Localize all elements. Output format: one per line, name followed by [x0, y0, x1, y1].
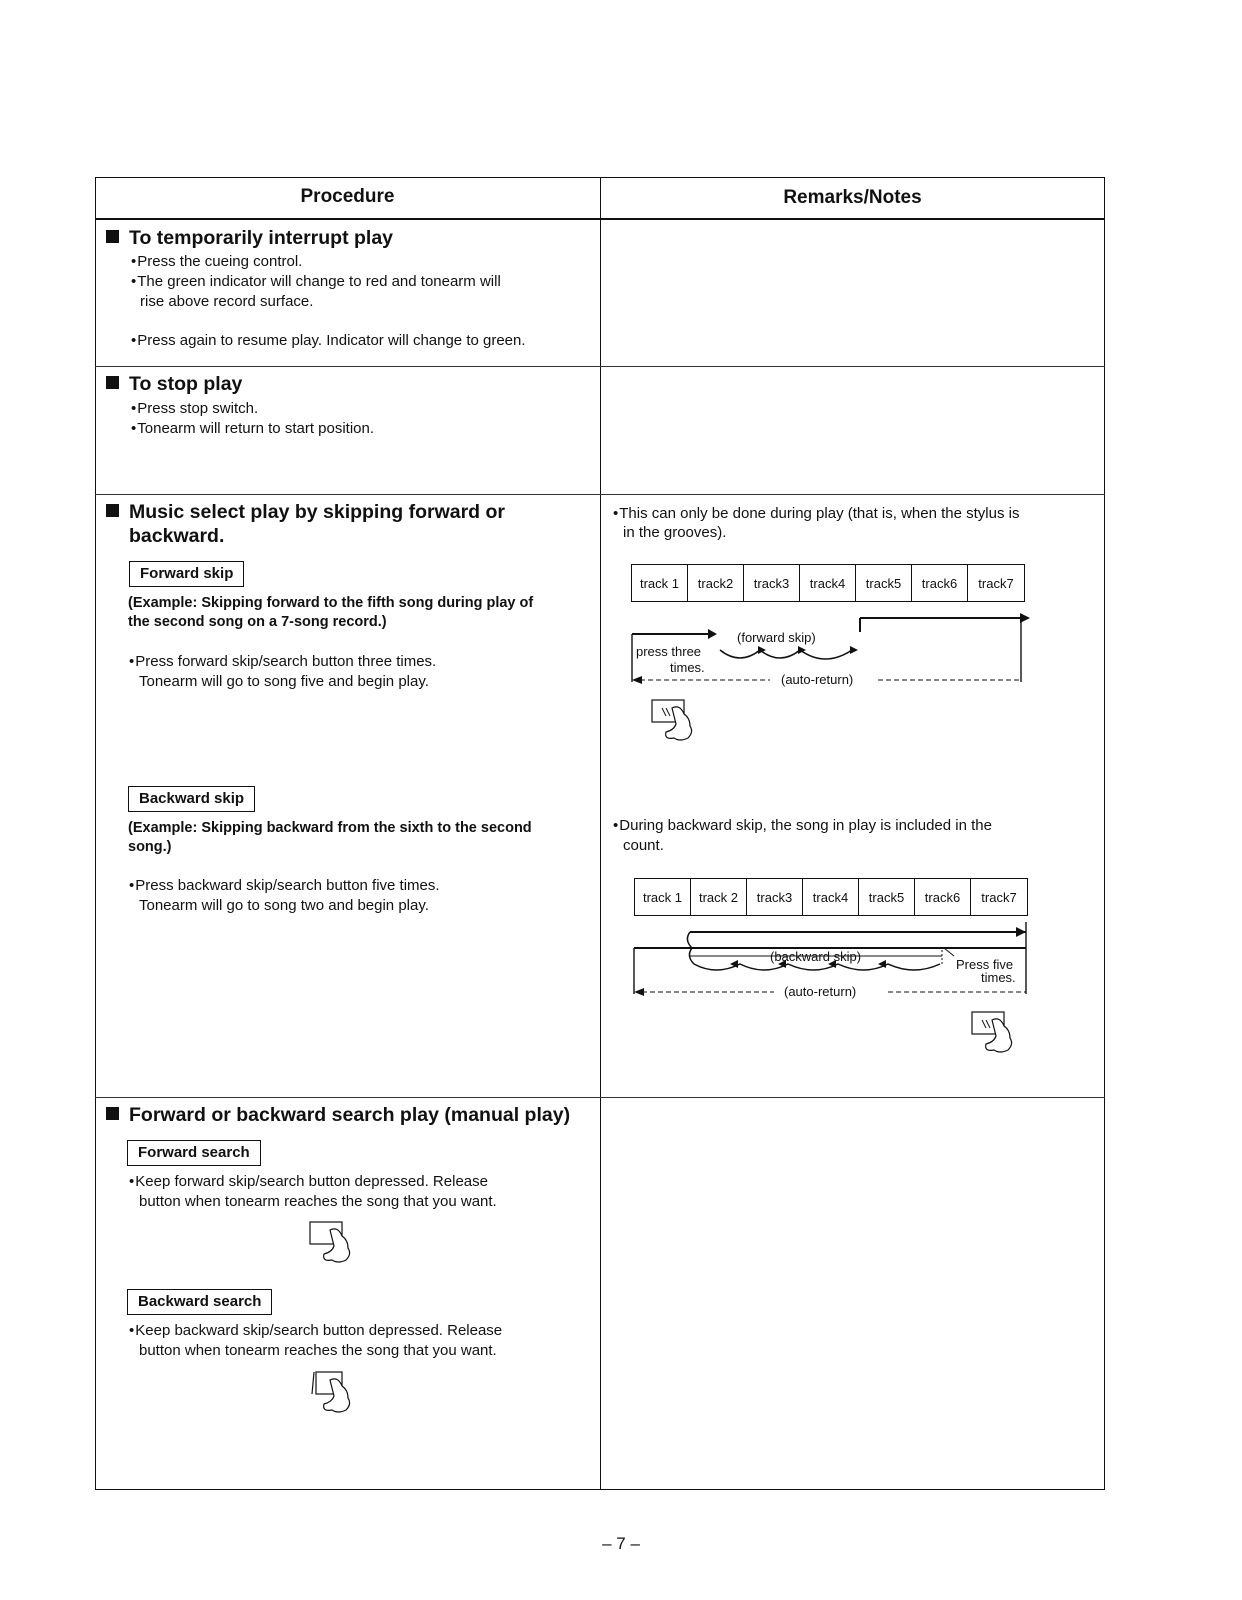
track-cell: track4: [803, 879, 859, 915]
square-bullet-icon: [106, 1107, 119, 1120]
header-divider: [95, 218, 1105, 220]
forward-skip-step: • Press forward skip/search button three times.: [129, 652, 436, 672]
stop-section-title: To stop play: [106, 372, 242, 396]
interrupt-section-title: To temporarily interrupt play: [106, 226, 393, 250]
backward-skip-caption: (backward skip): [770, 949, 862, 964]
page-number: – 7 –: [602, 1534, 640, 1553]
backward-skip-label: Backward skip: [128, 786, 255, 812]
square-bullet-icon: [106, 376, 119, 389]
backward-skip-remark: • During backward skip, the song in play is included in the: [613, 816, 992, 836]
square-bullet-icon: [106, 504, 119, 517]
press-five-caption: Press five: [956, 957, 1014, 972]
backward-skip-example: (Example: Skipping backward from the sixth to the second: [128, 820, 532, 836]
track-cell: track 2: [691, 879, 747, 915]
track-cell: track4: [800, 565, 856, 601]
hand-press-icon: [652, 700, 692, 740]
backward-skip-diagram: [624, 920, 1044, 1065]
track-cell: track6: [912, 565, 968, 601]
backward-track-strip: [634, 878, 1028, 916]
track-cell: track5: [856, 565, 912, 601]
column-divider: [600, 177, 601, 1490]
row-divider: [95, 1097, 1105, 1098]
times-caption: times.: [981, 970, 1016, 985]
auto-return-caption: (auto-return): [784, 984, 857, 999]
forward-search-label: Forward search: [127, 1140, 261, 1166]
row-divider: [95, 366, 1105, 367]
remarks-header: Remarks/Notes: [783, 187, 922, 208]
search-section-title: Forward or backward search play (manual play): [106, 1103, 570, 1127]
forward-skip-example-cont: the second song on a 7-song record.): [128, 614, 387, 630]
track-cell: track 1: [635, 879, 691, 915]
times-caption: times.: [670, 660, 705, 675]
track-cell: track5: [859, 879, 915, 915]
interrupt-step-cont: rise above record surface.: [140, 293, 314, 310]
track-cell: track2: [688, 565, 744, 601]
forward-skip-label: Forward skip: [129, 561, 244, 587]
stop-step: • Press stop switch.: [131, 399, 258, 419]
forward-skip-example: (Example: Skipping forward to the fifth song during play of: [128, 595, 534, 611]
interrupt-step: • Press again to resume play. Indicator will change to green.: [131, 331, 526, 351]
backward-search-hand-icon: [308, 1366, 368, 1422]
backward-skip-remark-cont: count.: [623, 837, 664, 854]
forward-skip-remark-cont: in the grooves).: [623, 524, 727, 541]
interrupt-step: • Press the cueing control.: [131, 252, 302, 272]
backward-search-step: • Keep backward skip/search button depressed. Release: [129, 1321, 502, 1341]
forward-skip-caption: (forward skip): [737, 630, 816, 645]
backward-search-label: Backward search: [127, 1289, 272, 1315]
forward-skip-step-cont: Tonearm will go to song five and begin play.: [139, 673, 429, 690]
forward-track-strip: [631, 564, 1025, 602]
square-bullet-icon: [106, 230, 119, 243]
track-cell: track6: [915, 879, 971, 915]
forward-search-step: • Keep forward skip/search button depressed. Release: [129, 1172, 488, 1192]
auto-return-caption: (auto-return): [781, 672, 854, 687]
press-three-caption: press three: [636, 644, 702, 659]
backward-search-step-cont: button when tonearm reaches the song that you want.: [139, 1342, 497, 1359]
hand-press-icon: [972, 1012, 1012, 1052]
forward-search-step-cont: button when tonearm reaches the song that you want.: [139, 1193, 497, 1210]
track-cell: track3: [744, 565, 800, 601]
row-divider: [95, 494, 1105, 495]
backward-skip-step: • Press backward skip/search button five times.: [129, 876, 440, 896]
skip-section-title-cont: backward.: [129, 525, 225, 547]
track-cell: track7: [978, 575, 1014, 591]
forward-skip-diagram: [620, 606, 1040, 746]
forward-skip-remark: • This can only be done during play (that is, when the stylus is: [613, 504, 1019, 524]
procedure-header: Procedure: [300, 186, 395, 207]
stop-step: • Tonearm will return to start position.: [131, 419, 374, 439]
track-cell: track3: [747, 879, 803, 915]
forward-search-hand-icon: [308, 1216, 368, 1272]
backward-skip-step-cont: Tonearm will go to song two and begin play.: [139, 897, 429, 914]
interrupt-step: • The green indicator will change to red and tonearm will: [131, 272, 501, 292]
backward-skip-example-cont: song.): [128, 839, 172, 855]
track-cell: track 1: [632, 565, 688, 601]
skip-section-title: Music select play by skipping forward or: [106, 500, 505, 524]
track-cell: track7: [981, 889, 1017, 905]
